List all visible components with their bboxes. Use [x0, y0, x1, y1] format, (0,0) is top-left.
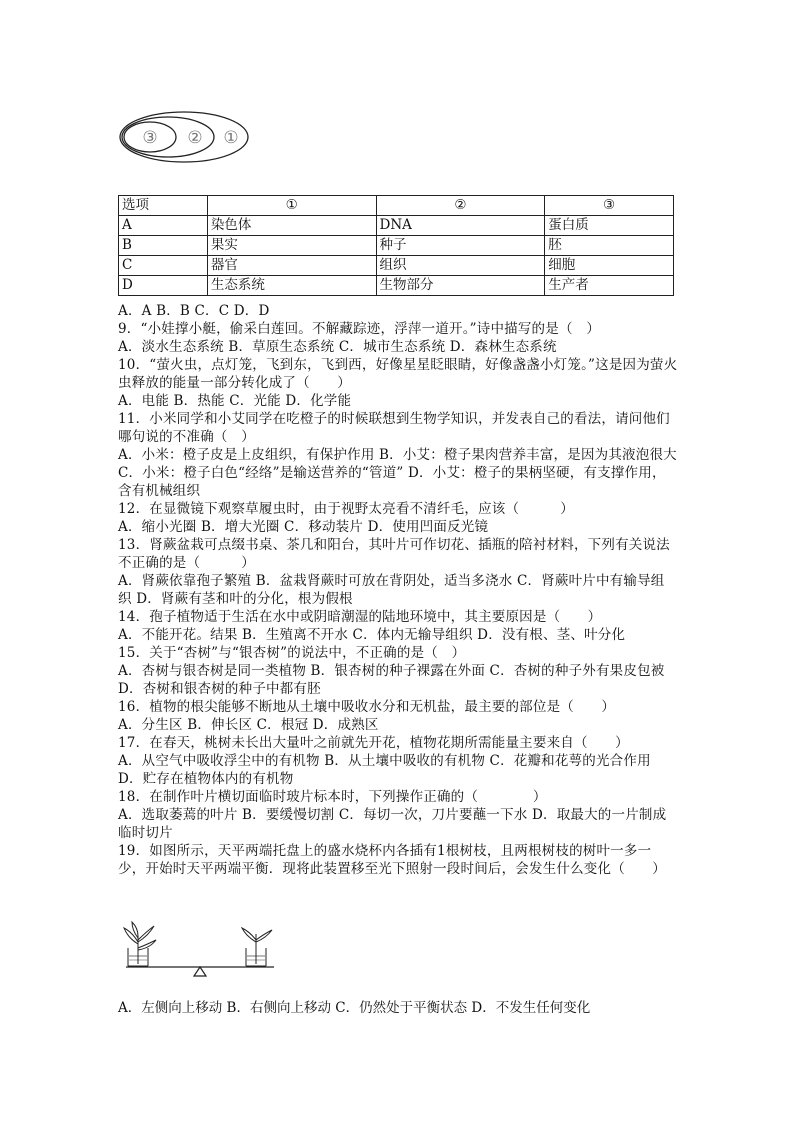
fulcrum-icon — [194, 967, 206, 976]
label-1: ① — [223, 128, 239, 148]
table-row — [119, 216, 674, 236]
answer-choices: A．杏树与银杏树是同一类植物 B．银杏树的种子裸露在外面 C．杏树的种子外有果皮包被 D．杏树和银杏树的种子中都有胚 — [118, 663, 665, 697]
answer-choices: A．电能 B．热能 C．光能 D．化学能 — [118, 393, 352, 409]
left-branch-many-leaves-icon — [124, 922, 156, 950]
answer-choices: A．缩小光圈 B．增大光圈 C．移动装片 D．使用凹面反光镜 — [118, 519, 489, 535]
table-cell: 蛋白质 — [545, 216, 674, 236]
table-cell: 生态系统 — [207, 276, 376, 296]
question-text: 18．在制作叶片横切面临时玻片标本时，下列操作正确的（ ） — [118, 789, 547, 805]
table-cell: 胚 — [545, 236, 674, 256]
answer-choices: A．选取萎蔫的叶片 B．要缓慢切割 C．每切一次，刀片要蘸一下水 D．取最大的一片制成临时切片 — [118, 807, 667, 841]
left-beaker-icon — [128, 936, 148, 966]
table-cell: A — [119, 216, 208, 236]
answer-choices: A．分生区 B．伸长区 C．根冠 D．成熟区 — [118, 717, 379, 733]
table-cell: 染色体 — [207, 216, 376, 236]
question-text: 11．小米同学和小艾同学在吃橙子的时候联想到生物学知识，并发表自己的看法，请问他们哪句说的不准确（ ） — [118, 411, 670, 445]
answer-choices: A．不能开花。结果 B．生殖离不开水 C．体内无输导组织 D．没有根、茎、叶分化 — [118, 627, 626, 643]
table-cell: 细胞 — [545, 256, 674, 276]
table-cell: 生物部分 — [376, 276, 545, 296]
question-text: 16．植物的根尖能够不断地从土壤中吸收水分和无机盐，最主要的部位是（ ） — [118, 699, 616, 715]
table-cell: 生产者 — [545, 276, 674, 296]
right-branch-few-leaves-icon — [242, 928, 272, 942]
answer-choices: A．小米：橙子皮是上皮组织，有保护作用 B．小艾：橙子果肉营养丰富，是因为其液泡很大 C．小米：橙子白色“经络”是输送营养的“管道” D．小艾：橙子的果柄坚硬，有支撑作用，含有机械组织 — [118, 447, 677, 499]
table-cell: ③ — [545, 196, 674, 216]
table-cell: 果实 — [207, 236, 376, 256]
table-row — [119, 276, 674, 296]
table-cell: 选项 — [119, 196, 208, 216]
question-text: 15．关于“杏树”与“银杏树”的说法中，不正确的是（ ） — [118, 645, 466, 661]
question-text: 12．在显微镜下观察草履虫时，由于视野太亮看不清纤毛，应该（ ） — [118, 501, 574, 517]
question-text: 10．“萤火虫，点灯笼，飞到东，飞到西，好像星星眨眼睛，好像盏盏小灯笼。”这是因为萤火虫释放的能量一部分转化成了（ ） — [118, 357, 678, 391]
table-cell: D — [119, 276, 208, 296]
label-3: ③ — [142, 128, 158, 148]
answer-choices: A．淡水生态系统 B．草原生态系统 C．城市生态系统 D．森林生态系统 — [118, 339, 557, 355]
question-block — [118, 302, 678, 878]
balance-scale-figure — [118, 920, 283, 980]
table-cell: 器官 — [207, 256, 376, 276]
answer-choices: A．从空气中吸收浮尘中的有机物 B．从土壤中吸收的有机物 C．花瓣和花萼的光合作用 D．贮存在植物体内的有机物 — [118, 753, 651, 787]
table-cell: ① — [207, 196, 376, 216]
table-cell: ② — [376, 196, 545, 216]
question-text: 13．肾蕨盆栽可点缀书桌、茶几和阳台，其叶片可作切花、插瓶的陪衬材料，下列有关说法不正确的是（ ） — [118, 537, 670, 571]
question-text: 14．孢子植物适于生活在水中或阴暗潮湿的陆地环境中，其主要原因是（ ） — [118, 609, 602, 625]
options-table — [118, 195, 674, 296]
table-cell: 组织 — [376, 256, 545, 276]
table-row — [119, 236, 674, 256]
answer-choices-q8: A．A B．B C．C D．D — [118, 303, 270, 319]
nested-circles-diagram — [118, 110, 253, 165]
table-cell: 种子 — [376, 236, 545, 256]
table-cell: B — [119, 236, 208, 256]
question-text: 19．如图所示，天平两端托盘上的盛水烧杯内各插有1根树枝，且两根树枝的树叶一多一少，开始时天平两端平衡．现将此装置移至光下照射一段时间后，会发生什么变化（ ） — [118, 843, 666, 877]
table-row — [119, 256, 674, 276]
table-header-row — [119, 196, 674, 216]
answer-choices-q19: A．左侧向上移动 B．右侧向上移动 C．仍然处于平衡状态 D．不发生任何变化 — [118, 1000, 591, 1016]
question-text: 9．“小娃撑小艇，偷采白莲回。不解藏踪迹，浮萍一道开。”诗中描写的是（ ） — [118, 321, 601, 337]
table-cell: C — [119, 256, 208, 276]
answer-choices: A．肾蕨依靠孢子繁殖 B．盆栽肾蕨时可放在背阴处，适当多浇水 C．肾蕨叶片中有输导组织 D．肾蕨有茎和叶的分化，根为假根 — [118, 573, 665, 607]
question-text: 17．在春天，桃树未长出大量叶之前就先开花，植物花期所需能量主要来自（ ） — [118, 735, 629, 751]
table-cell: DNA — [376, 216, 545, 236]
label-2: ② — [187, 128, 203, 148]
